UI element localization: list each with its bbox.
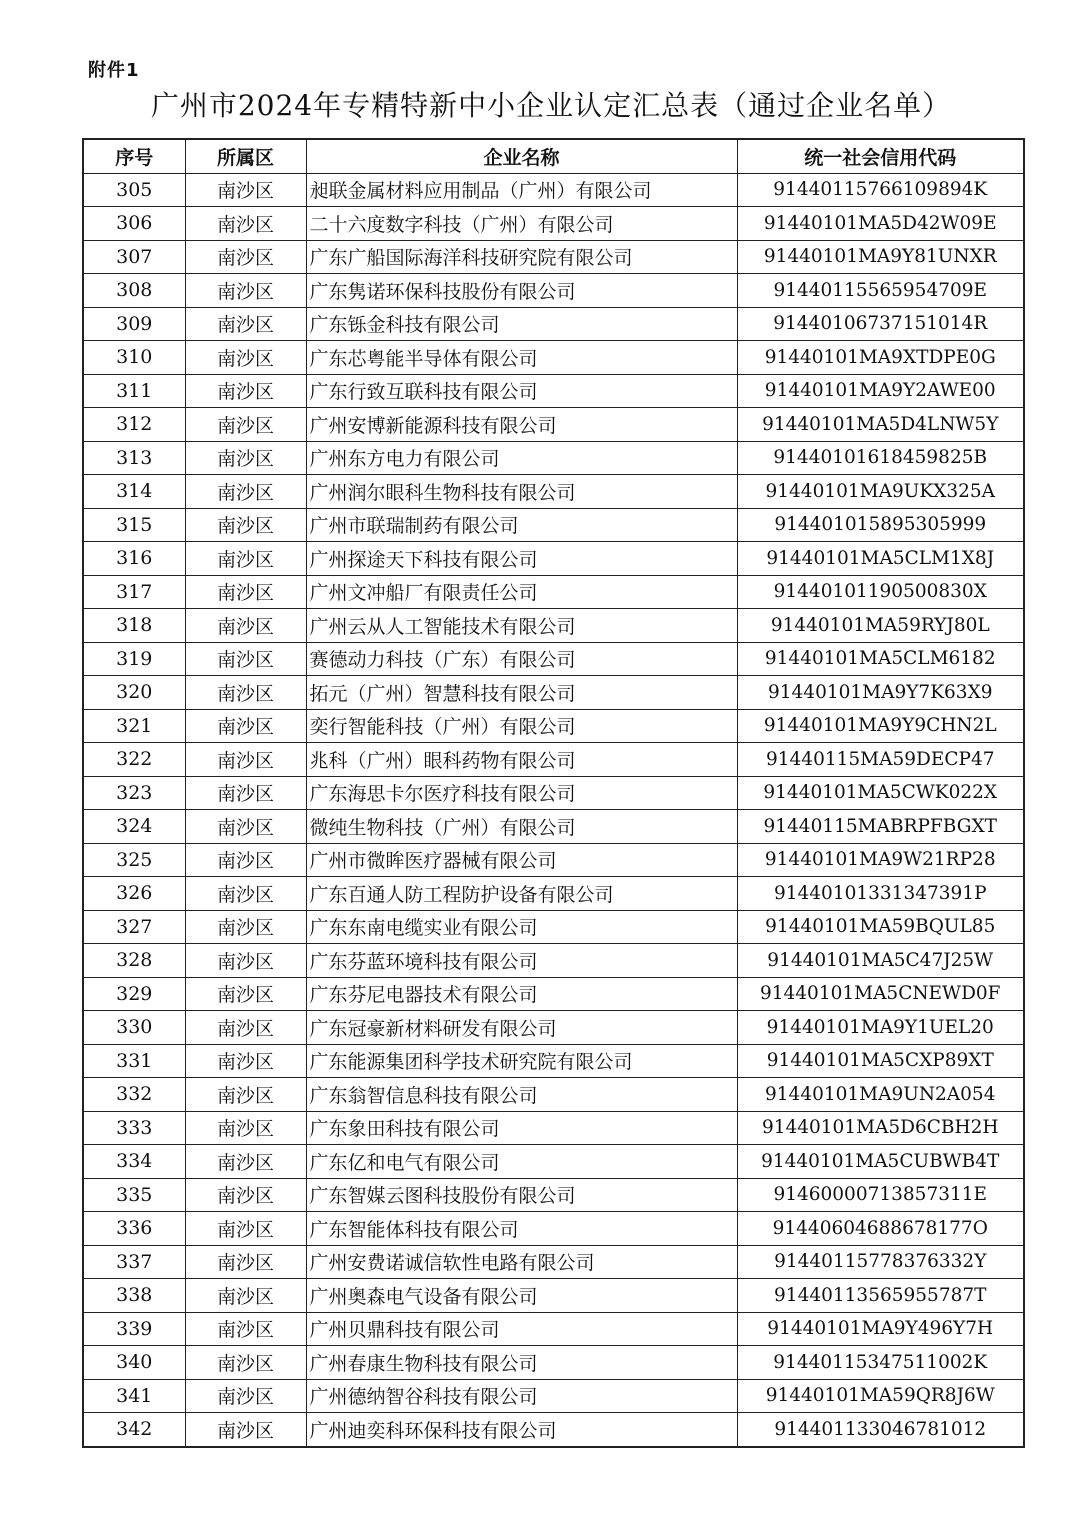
- cell-serial-number: 318: [83, 609, 185, 643]
- table-row: [83, 810, 1024, 844]
- cell-credit-code: 91440115766109894K: [737, 173, 1024, 207]
- cell-district: 南沙区: [185, 374, 306, 408]
- cell-district: 南沙区: [185, 1413, 306, 1447]
- cell-district: 南沙区: [185, 274, 306, 308]
- cell-serial-number: 323: [83, 776, 185, 810]
- cell-district: 南沙区: [185, 1111, 306, 1145]
- table-row: [83, 1379, 1024, 1413]
- cell-serial-number: 306: [83, 207, 185, 241]
- cell-enterprise-name: 广东东南电缆实业有限公司: [306, 910, 737, 944]
- cell-serial-number: 317: [83, 575, 185, 609]
- cell-credit-code: 91440115565954709E: [737, 274, 1024, 308]
- table-row: [83, 944, 1024, 978]
- cell-enterprise-name: 奕行智能科技（广州）有限公司: [306, 709, 737, 743]
- cell-enterprise-name: 广州德纳智谷科技有限公司: [306, 1379, 737, 1413]
- cell-credit-code: 91440101MA9Y1UEL20: [737, 1011, 1024, 1045]
- cell-credit-code: 91440101MA5C47J25W: [737, 944, 1024, 978]
- cell-credit-code: 91440101MA9Y81UNXR: [737, 240, 1024, 274]
- cell-credit-code: 91440115MA59DECP47: [737, 743, 1024, 777]
- cell-district: 南沙区: [185, 977, 306, 1011]
- cell-enterprise-name: 广州奥森电气设备有限公司: [306, 1279, 737, 1313]
- header-enterprise-name: 企业名称: [306, 139, 737, 173]
- table-row: [83, 1011, 1024, 1045]
- cell-credit-code: 91440101331347391P: [737, 877, 1024, 911]
- header-district: 所属区: [185, 139, 306, 173]
- cell-district: 南沙区: [185, 1078, 306, 1112]
- cell-district: 南沙区: [185, 1312, 306, 1346]
- table-row: [83, 1145, 1024, 1179]
- cell-serial-number: 307: [83, 240, 185, 274]
- cell-credit-code: 91440101MA9W21RP28: [737, 843, 1024, 877]
- cell-enterprise-name: 兆科（广州）眼科药物有限公司: [306, 743, 737, 777]
- cell-serial-number: 331: [83, 1044, 185, 1078]
- table-row: [83, 877, 1024, 911]
- table-row: [83, 676, 1024, 710]
- table-row: [83, 240, 1024, 274]
- table-row: [83, 1111, 1024, 1145]
- page-title: 广州市2024年专精特新中小企业认定汇总表（通过企业名单）: [150, 89, 952, 122]
- header-row: [83, 139, 1024, 173]
- cell-enterprise-name: 广州润尔眼科生物科技有限公司: [306, 475, 737, 509]
- cell-serial-number: 332: [83, 1078, 185, 1112]
- table-row: [83, 207, 1024, 241]
- cell-enterprise-name: 广东芬尼电器技术有限公司: [306, 977, 737, 1011]
- cell-serial-number: 326: [83, 877, 185, 911]
- cell-enterprise-name: 微纯生物科技（广州）有限公司: [306, 810, 737, 844]
- table-row: [83, 475, 1024, 509]
- cell-credit-code: 91440101MA9Y9CHN2L: [737, 709, 1024, 743]
- table-row: [83, 1245, 1024, 1279]
- cell-serial-number: 330: [83, 1011, 185, 1045]
- table-row: [83, 441, 1024, 475]
- cell-serial-number: 338: [83, 1279, 185, 1313]
- cell-district: 南沙区: [185, 475, 306, 509]
- cell-enterprise-name: 广东象田科技有限公司: [306, 1111, 737, 1145]
- cell-serial-number: 329: [83, 977, 185, 1011]
- cell-district: 南沙区: [185, 1346, 306, 1380]
- table-row: [83, 1279, 1024, 1313]
- cell-credit-code: 91440101MA5CUBWB4T: [737, 1145, 1024, 1179]
- table-row: [83, 408, 1024, 442]
- cell-enterprise-name: 广州东方电力有限公司: [306, 441, 737, 475]
- cell-enterprise-name: 广东百通人防工程防护设备有限公司: [306, 877, 737, 911]
- cell-enterprise-name: 广州迪奕科环保科技有限公司: [306, 1413, 737, 1447]
- header-serial-number: 序号: [83, 139, 185, 173]
- cell-enterprise-name: 广东芬蓝环境科技有限公司: [306, 944, 737, 978]
- cell-district: 南沙区: [185, 1178, 306, 1212]
- cell-district: 南沙区: [185, 408, 306, 442]
- cell-district: 南沙区: [185, 441, 306, 475]
- cell-enterprise-name: 昶联金属材料应用制品（广州）有限公司: [306, 173, 737, 207]
- cell-district: 南沙区: [185, 810, 306, 844]
- cell-credit-code: 91440101MA5D6CBH2H: [737, 1111, 1024, 1145]
- cell-credit-code: 91440101MA5CLM6182: [737, 642, 1024, 676]
- cell-district: 南沙区: [185, 1044, 306, 1078]
- cell-enterprise-name: 广州安费诺诚信软性电路有限公司: [306, 1245, 737, 1279]
- cell-enterprise-name: 广东海思卡尔医疗科技有限公司: [306, 776, 737, 810]
- cell-district: 南沙区: [185, 709, 306, 743]
- cell-serial-number: 328: [83, 944, 185, 978]
- cell-serial-number: 310: [83, 341, 185, 375]
- cell-serial-number: 341: [83, 1379, 185, 1413]
- cell-serial-number: 313: [83, 441, 185, 475]
- table-row: [83, 977, 1024, 1011]
- cell-enterprise-name: 广东广船国际海洋科技研究院有限公司: [306, 240, 737, 274]
- cell-credit-code: 91440101MA9Y2AWE00: [737, 374, 1024, 408]
- table-header: [83, 139, 1024, 173]
- cell-credit-code: 91440604688678177O: [737, 1212, 1024, 1246]
- cell-enterprise-name: 广州市联瑞制药有限公司: [306, 508, 737, 542]
- cell-credit-code: 91440101MA59BQUL85: [737, 910, 1024, 944]
- table-row: [83, 508, 1024, 542]
- cell-district: 南沙区: [185, 1245, 306, 1279]
- cell-serial-number: 320: [83, 676, 185, 710]
- cell-enterprise-name: 广州云从人工智能技术有限公司: [306, 609, 737, 643]
- cell-enterprise-name: 广东冠豪新材料研发有限公司: [306, 1011, 737, 1045]
- cell-credit-code: 914401133046781012: [737, 1413, 1024, 1447]
- cell-credit-code: 91440101MA59QR8J6W: [737, 1379, 1024, 1413]
- cell-enterprise-name: 广东芯粤能半导体有限公司: [306, 341, 737, 375]
- cell-enterprise-name: 赛德动力科技（广东）有限公司: [306, 642, 737, 676]
- cell-district: 南沙区: [185, 542, 306, 576]
- table-row: [83, 274, 1024, 308]
- cell-serial-number: 342: [83, 1413, 185, 1447]
- cell-enterprise-name: 广东隽诺环保科技股份有限公司: [306, 274, 737, 308]
- cell-enterprise-name: 广东铄金科技有限公司: [306, 307, 737, 341]
- table-row: [83, 341, 1024, 375]
- cell-district: 南沙区: [185, 1145, 306, 1179]
- cell-credit-code: 91440101618459825B: [737, 441, 1024, 475]
- table-row: [83, 843, 1024, 877]
- cell-serial-number: 319: [83, 642, 185, 676]
- cell-serial-number: 337: [83, 1245, 185, 1279]
- cell-serial-number: 336: [83, 1212, 185, 1246]
- table-row: [83, 1212, 1024, 1246]
- cell-credit-code: 91440101MA9Y496Y7H: [737, 1312, 1024, 1346]
- cell-district: 南沙区: [185, 207, 306, 241]
- cell-credit-code: 914401015895305999: [737, 508, 1024, 542]
- cell-credit-code: 91440101190500830X: [737, 575, 1024, 609]
- cell-serial-number: 324: [83, 810, 185, 844]
- table-row: [83, 1413, 1024, 1447]
- cell-serial-number: 333: [83, 1111, 185, 1145]
- cell-enterprise-name: 广州春康生物科技有限公司: [306, 1346, 737, 1380]
- cell-district: 南沙区: [185, 843, 306, 877]
- cell-serial-number: 340: [83, 1346, 185, 1380]
- table-row: [83, 374, 1024, 408]
- cell-enterprise-name: 广东智能体科技有限公司: [306, 1212, 737, 1246]
- attachment-label: 附件1: [88, 60, 140, 81]
- cell-serial-number: 316: [83, 542, 185, 576]
- cell-serial-number: 312: [83, 408, 185, 442]
- cell-enterprise-name: 广东行致互联科技有限公司: [306, 374, 737, 408]
- cell-enterprise-name: 广州文冲船厂有限责任公司: [306, 575, 737, 609]
- table-row: [83, 542, 1024, 576]
- cell-enterprise-name: 广东能源集团科学技术研究院有限公司: [306, 1044, 737, 1078]
- cell-credit-code: 91440113565955787T: [737, 1279, 1024, 1313]
- cell-credit-code: 91440101MA9XTDPE0G: [737, 341, 1024, 375]
- cell-district: 南沙区: [185, 341, 306, 375]
- cell-credit-code: 91440101MA5CWK022X: [737, 776, 1024, 810]
- table-row: [83, 743, 1024, 777]
- cell-district: 南沙区: [185, 776, 306, 810]
- cell-serial-number: 311: [83, 374, 185, 408]
- cell-district: 南沙区: [185, 508, 306, 542]
- table-row: [83, 776, 1024, 810]
- cell-credit-code: 91440101MA59RYJ80L: [737, 609, 1024, 643]
- cell-credit-code: 91440101MA5D42W09E: [737, 207, 1024, 241]
- table-body: [83, 173, 1024, 1447]
- cell-serial-number: 339: [83, 1312, 185, 1346]
- cell-serial-number: 321: [83, 709, 185, 743]
- cell-credit-code: 91440101MA5D4LNW5Y: [737, 408, 1024, 442]
- cell-enterprise-name: 广州安博新能源科技有限公司: [306, 408, 737, 442]
- cell-district: 南沙区: [185, 910, 306, 944]
- cell-enterprise-name: 拓元（广州）智慧科技有限公司: [306, 676, 737, 710]
- cell-district: 南沙区: [185, 173, 306, 207]
- cell-district: 南沙区: [185, 307, 306, 341]
- cell-credit-code: 91440115MABRPFBGXT: [737, 810, 1024, 844]
- cell-serial-number: 325: [83, 843, 185, 877]
- cell-district: 南沙区: [185, 1379, 306, 1413]
- table-row: [83, 642, 1024, 676]
- header-credit-code: 统一社会信用代码: [737, 139, 1024, 173]
- cell-credit-code: 91440101MA5CXP89XT: [737, 1044, 1024, 1078]
- table-row: [83, 1078, 1024, 1112]
- table-row: [83, 1044, 1024, 1078]
- cell-serial-number: 315: [83, 508, 185, 542]
- cell-enterprise-name: 广东亿和电气有限公司: [306, 1145, 737, 1179]
- cell-enterprise-name: 广东智媒云图科技股份有限公司: [306, 1178, 737, 1212]
- cell-district: 南沙区: [185, 1212, 306, 1246]
- cell-district: 南沙区: [185, 944, 306, 978]
- cell-enterprise-name: 广州探途天下科技有限公司: [306, 542, 737, 576]
- cell-enterprise-name: 二十六度数字科技（广州）有限公司: [306, 207, 737, 241]
- cell-district: 南沙区: [185, 676, 306, 710]
- cell-credit-code: 91440101MA5CLM1X8J: [737, 542, 1024, 576]
- cell-serial-number: 308: [83, 274, 185, 308]
- cell-serial-number: 309: [83, 307, 185, 341]
- cell-serial-number: 305: [83, 173, 185, 207]
- cell-district: 南沙区: [185, 240, 306, 274]
- cell-enterprise-name: 广州市微眸医疗器械有限公司: [306, 843, 737, 877]
- cell-district: 南沙区: [185, 609, 306, 643]
- cell-serial-number: 327: [83, 910, 185, 944]
- cell-district: 南沙区: [185, 575, 306, 609]
- cell-district: 南沙区: [185, 642, 306, 676]
- cell-credit-code: 91440106737151014R: [737, 307, 1024, 341]
- table-row: [83, 1312, 1024, 1346]
- cell-enterprise-name: 广州贝鼎科技有限公司: [306, 1312, 737, 1346]
- cell-credit-code: 91440101MA9UN2A054: [737, 1078, 1024, 1112]
- cell-district: 南沙区: [185, 877, 306, 911]
- cell-serial-number: 335: [83, 1178, 185, 1212]
- cell-credit-code: 91440115778376332Y: [737, 1245, 1024, 1279]
- cell-district: 南沙区: [185, 1279, 306, 1313]
- cell-serial-number: 314: [83, 475, 185, 509]
- table-row: [83, 173, 1024, 207]
- enterprise-table: [82, 138, 1025, 1448]
- cell-serial-number: 334: [83, 1145, 185, 1179]
- cell-credit-code: 91440101MA9UKX325A: [737, 475, 1024, 509]
- cell-credit-code: 91460000713857311E: [737, 1178, 1024, 1212]
- table-row: [83, 910, 1024, 944]
- table-row: [83, 609, 1024, 643]
- table-row: [83, 575, 1024, 609]
- table-row: [83, 1346, 1024, 1380]
- cell-credit-code: 91440101MA9Y7K63X9: [737, 676, 1024, 710]
- cell-enterprise-name: 广东翁智信息科技有限公司: [306, 1078, 737, 1112]
- cell-serial-number: 322: [83, 743, 185, 777]
- table-row: [83, 1178, 1024, 1212]
- cell-credit-code: 91440115347511002K: [737, 1346, 1024, 1380]
- cell-district: 南沙区: [185, 743, 306, 777]
- cell-district: 南沙区: [185, 1011, 306, 1045]
- table-row: [83, 307, 1024, 341]
- cell-credit-code: 91440101MA5CNEWD0F: [737, 977, 1024, 1011]
- table-row: [83, 709, 1024, 743]
